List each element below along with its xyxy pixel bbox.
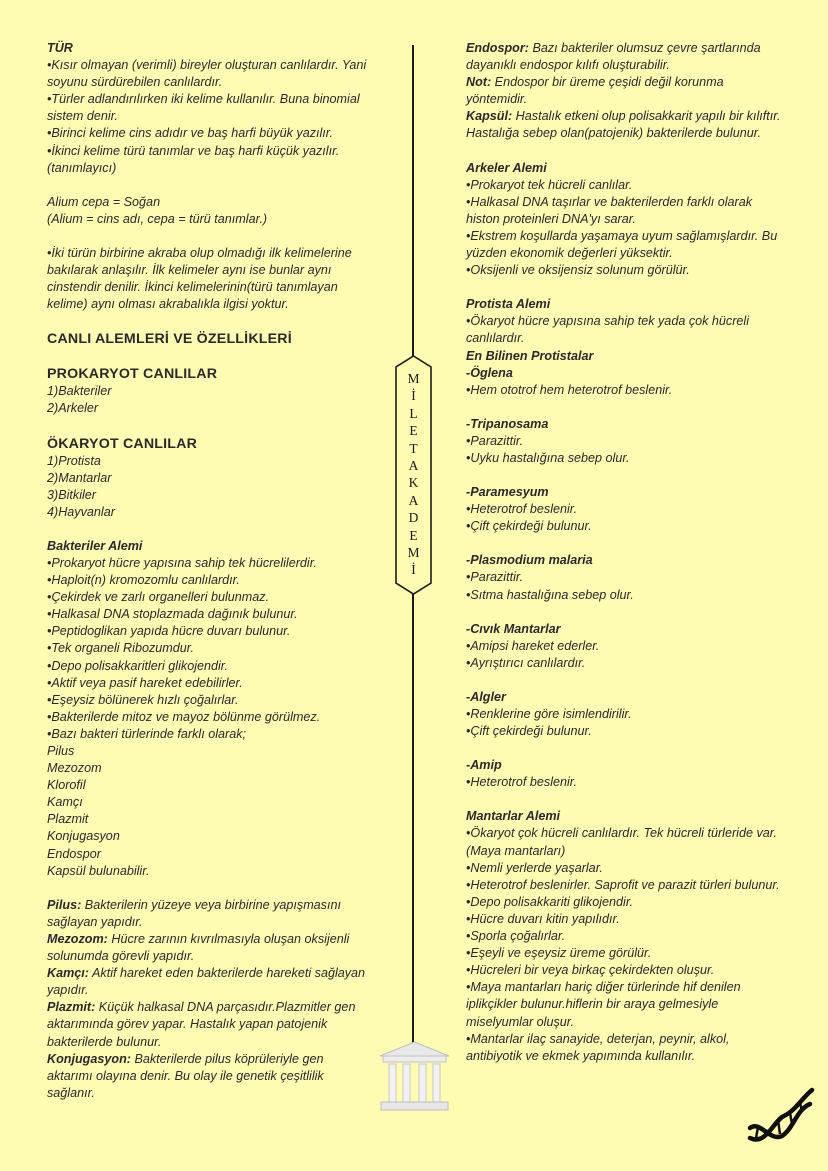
text-line: •Hücre duvarı kitin yapılıdır. [466, 911, 620, 926]
text-line: •Halkasal DNA taşırlar ve bakterilerden farklı olarak histon proteinleri DNA'yı sarar. [466, 194, 753, 226]
definition-text: Bakterilerin yüzeye veya birbirine yapışmasını sağlayan yapıdır. [47, 897, 341, 929]
section-heading: Bakteriler Alemi [47, 538, 143, 553]
logo-letter: E [409, 423, 418, 439]
text-line: •Birinci kelime cins adıdır ve baş harfi büyük yazılır. [47, 126, 334, 141]
spacer [47, 313, 367, 330]
text-line: •Heterotrof beslenir. [466, 775, 578, 790]
main-heading: CANLI ALEMLERİ VE ÖZELLİKLERİ [47, 331, 292, 348]
definition-term: Kamçı: [47, 966, 89, 981]
text-line: •Çift çekirdeği bulunur. [466, 519, 592, 534]
text-line: •Çekirdek ve zarlı organelleri bulunmaz. [47, 590, 270, 605]
text-line: •Depo polisakkariti glikojendir. [466, 894, 634, 909]
text-line: •İkinci kelime türü tanımlar ve baş harfi küçük yazılır.(tanımlayıcı) [47, 143, 340, 175]
spacer [47, 228, 367, 245]
definition-term: Not: [466, 75, 492, 90]
text-line: •Tek organeli Ribozumdur. [47, 641, 194, 656]
logo-letter: A [408, 492, 419, 508]
spacer [47, 418, 367, 435]
text-line: •Oksijenli ve oksijensiz solunum görülür. [466, 263, 690, 278]
logo-letter: M [407, 371, 420, 386]
section-heading: -Paramesyum [466, 485, 549, 500]
text-line: •Haploit(n) kromozomlu canlılardır. [47, 573, 240, 588]
section-heading: -Cıvık Mantarlar [466, 621, 561, 636]
definition-text: Bazı bakteriler olumsuz çevre şartlarında dayanıklı endospor kılıfı oluşturabilir. [466, 41, 761, 73]
section-heading: Arkeler Alemi [466, 160, 547, 175]
spacer [47, 348, 367, 365]
temple-pillar-icon [377, 1040, 452, 1112]
section-heading: Mantarlar Alemi [466, 809, 561, 824]
definition-term: Konjugasyon: [47, 1051, 131, 1066]
spacer [47, 521, 367, 538]
definition-term: Mezozom: [47, 931, 108, 946]
text-line: 1)Bakteriler [47, 384, 112, 399]
text-line: •Halkasal DNA stoplazmada dağınık bulunur. [47, 607, 298, 622]
logo-letter: D [408, 510, 419, 526]
text-line: •Aktif veya pasif hareket edebilirler. [47, 675, 243, 690]
spacer [466, 467, 782, 484]
definition-paragraph [47, 897, 367, 931]
text-line: •Mantarlar ilaç sanayide, deterjan, peynir, alkol, antibiyotik ve ekmek yapımında kullanılır. [466, 1031, 730, 1063]
logo-letter: L [409, 405, 418, 421]
logo-letter: A [408, 458, 419, 474]
text-line: Kapsül bulunabilir. [47, 863, 150, 878]
definition-paragraph [47, 931, 367, 965]
main-heading: ÖKARYOT CANLILAR [47, 435, 198, 452]
text-line: Mezozom [47, 761, 102, 776]
definition-paragraph [47, 965, 367, 999]
definition-paragraph [466, 40, 782, 74]
text-line: Klorofil [47, 778, 86, 793]
text-line: •Sıtma hastalığına sebep olur. [466, 587, 634, 602]
text-line: 2)Mantarlar [47, 470, 112, 485]
definition-paragraph [47, 999, 367, 1050]
spacer [466, 399, 782, 416]
definition-term: Pilus: [47, 897, 82, 912]
text-line: •Renklerine göre isimlendirilir. [466, 707, 632, 721]
text-line: 3)Bitkiler [47, 487, 96, 502]
text-line: •Hücreleri bir veya birkaç çekirdekten oluşur. [466, 963, 715, 978]
text-line: •Prokaryot hücre yapısına sahip tek hücrelilerdir. [47, 555, 317, 570]
spacer [466, 604, 782, 621]
section-heading: -Tripanosama [466, 416, 549, 431]
dna-helix-icon [746, 1080, 816, 1148]
text-line: •Maya mantarları hariç diğer türlerinde hif denilen iplikçikler bulunur.hiflerin bir araya gelmesiyle miselyumlar oluşur. [466, 980, 741, 1029]
definition-text: Aktif hareket eden bakterilerde hareketi sağlayan yapıdır. [47, 966, 366, 998]
definition-paragraph [466, 74, 782, 108]
spacer [466, 279, 782, 296]
text-line: •Hem ototrof hem heterotrof beslenir. [466, 382, 673, 397]
text-line: Konjugasyon [47, 829, 120, 844]
spacer [466, 143, 782, 160]
text-line: Endospor [47, 846, 101, 861]
text-line: •Çift çekirdeği bulunur. [466, 724, 592, 739]
logo-letter: İ [411, 562, 416, 578]
text-line: •Eşeysiz bölünerek hızlı çoğalırlar. [47, 692, 239, 707]
definition-text: Hücre zarının kıvrılmasıyla oluşan oksijenli solunumda görevli yapıdır. [47, 931, 350, 964]
section-heading: -Öglena [466, 365, 513, 380]
definition-text: Hastalık etkeni olup polisakkarit yapılı bir kılıftır. Hastalığa sebep olan(patojenik) bakterilerde bulunur. [466, 109, 781, 141]
text-line: •Ökaryot hücre yapısına sahip tek yada çok hücreli canlılardır. [466, 314, 750, 346]
text-line: 1)Protista [47, 453, 101, 468]
definition-paragraph [466, 108, 782, 142]
text-line: •Uyku hastalığına sebep olur. [466, 450, 630, 465]
text-line: •Amipsi hareket ederler. [466, 638, 600, 653]
section-heading: Protista Alemi [466, 297, 551, 312]
section-heading: TÜR [47, 41, 73, 55]
text-line: •Türler adlandırılırken iki kelime kullanılır. Buna binomial sistem denir. [47, 92, 360, 124]
text-line: •Sporla çoğalırlar. [466, 929, 566, 944]
text-line: •Heterotrof beslenir. [466, 502, 578, 517]
text-line: 4)Hayvanlar [47, 504, 115, 519]
logo-letter: E [409, 527, 418, 543]
text-line: •Nemli yerlerde yaşarlar. [466, 860, 603, 875]
text-line: •Bakterilerde mitoz ve mayoz bölünme görülmez. [47, 709, 321, 724]
right-column [466, 40, 782, 1065]
definition-paragraph [47, 1051, 367, 1102]
definition-text: Endospor bir üreme çeşidi değil korunma yöntemidir. [466, 75, 724, 107]
section-heading: En Bilinen Protistalar [466, 348, 594, 363]
definition-text: Küçük halkasal DNA parçasıdır.Plazmitler gen aktarımında görev yapar. Hastalık yapan patojenik bakterilerde bulunur. [47, 1000, 356, 1049]
definition-term: Endospor: [466, 41, 529, 55]
text-line: •Ayrıştırıcı canlılardır. [466, 655, 586, 670]
text-line: •Parazittir. [466, 570, 524, 585]
text-line: Pilus [47, 744, 75, 758]
logo-letter: İ [411, 388, 416, 404]
definition-term: Plazmit: [47, 1000, 96, 1015]
text-line: •Depo polisakkaritleri glikojendir. [47, 658, 229, 673]
logo-letter: K [408, 475, 419, 491]
text-line: •Ökaryot çok hücreli canlılardır. Tek hücreli türleride var.(Maya mantarları) [466, 826, 777, 858]
definition-term: Kapsül: [466, 109, 513, 124]
section-heading: -Amip [466, 758, 502, 773]
definition-text: Bakterilerde pilus köprüleriyle gen aktarımı olayına denir. Bu olay ile genetik çeşitlilik sağlanır. [47, 1051, 324, 1100]
text-line: •Parazittir. [466, 433, 524, 448]
section-heading: -Algler [466, 689, 506, 704]
text-line: Kamçı [47, 795, 83, 810]
spacer [47, 177, 367, 194]
text-line: •Ekstrem koşullarda yaşamaya uyum sağlamışlardır. Bu yüzden ekonomik değerleri yüksektir. [466, 228, 778, 261]
logo-letter: T [409, 440, 418, 456]
logo-vertical-text [395, 370, 432, 579]
spacer [466, 535, 782, 552]
text-line: •Heterotrof beslenirler. Saprofit ve parazit türleri bulunur. [466, 877, 780, 892]
left-column [47, 40, 367, 1102]
text-line: •Kısır olmayan (verimli) bireyler oluşturan canlılardır. Yani soyunu sürdürebilen canlılardır. [47, 58, 367, 90]
text-line: Alium cepa = Soğan [47, 194, 161, 209]
text-line: •Bazı bakteri türlerinde farklı olarak; [47, 726, 246, 741]
spacer [466, 740, 782, 757]
text-line: (Alium = cins adı, cepa = türü tanımlar.) [47, 211, 268, 226]
logo-letter: M [407, 545, 420, 561]
section-heading: -Plasmodium malaria [466, 553, 593, 568]
text-line: Plazmit [47, 812, 89, 827]
spacer [47, 880, 367, 897]
text-line: •Peptidoglikan yapıda hücre duvarı bulunur. [47, 624, 291, 639]
spacer [466, 672, 782, 689]
text-line: •Eşeyli ve eşeysiz üreme görülür. [466, 946, 652, 961]
text-line: •Prokaryot tek hücreli canlılar. [466, 177, 633, 192]
text-line: •İki türün birbirine akraba olup olmadığı ilk kelimelerine bakılarak anlaşılır. İlk kelimeler aynı ise bunlar aynı cinstendir denilir. İkinci kelimelerinin(türü tanımlayan kelime) aynı olması akrabalıkla ilgisi yoktur. [47, 245, 352, 312]
spacer [466, 791, 782, 808]
main-heading: PROKARYOT CANLILAR [47, 366, 218, 383]
text-line: 2)Arkeler [47, 401, 99, 416]
